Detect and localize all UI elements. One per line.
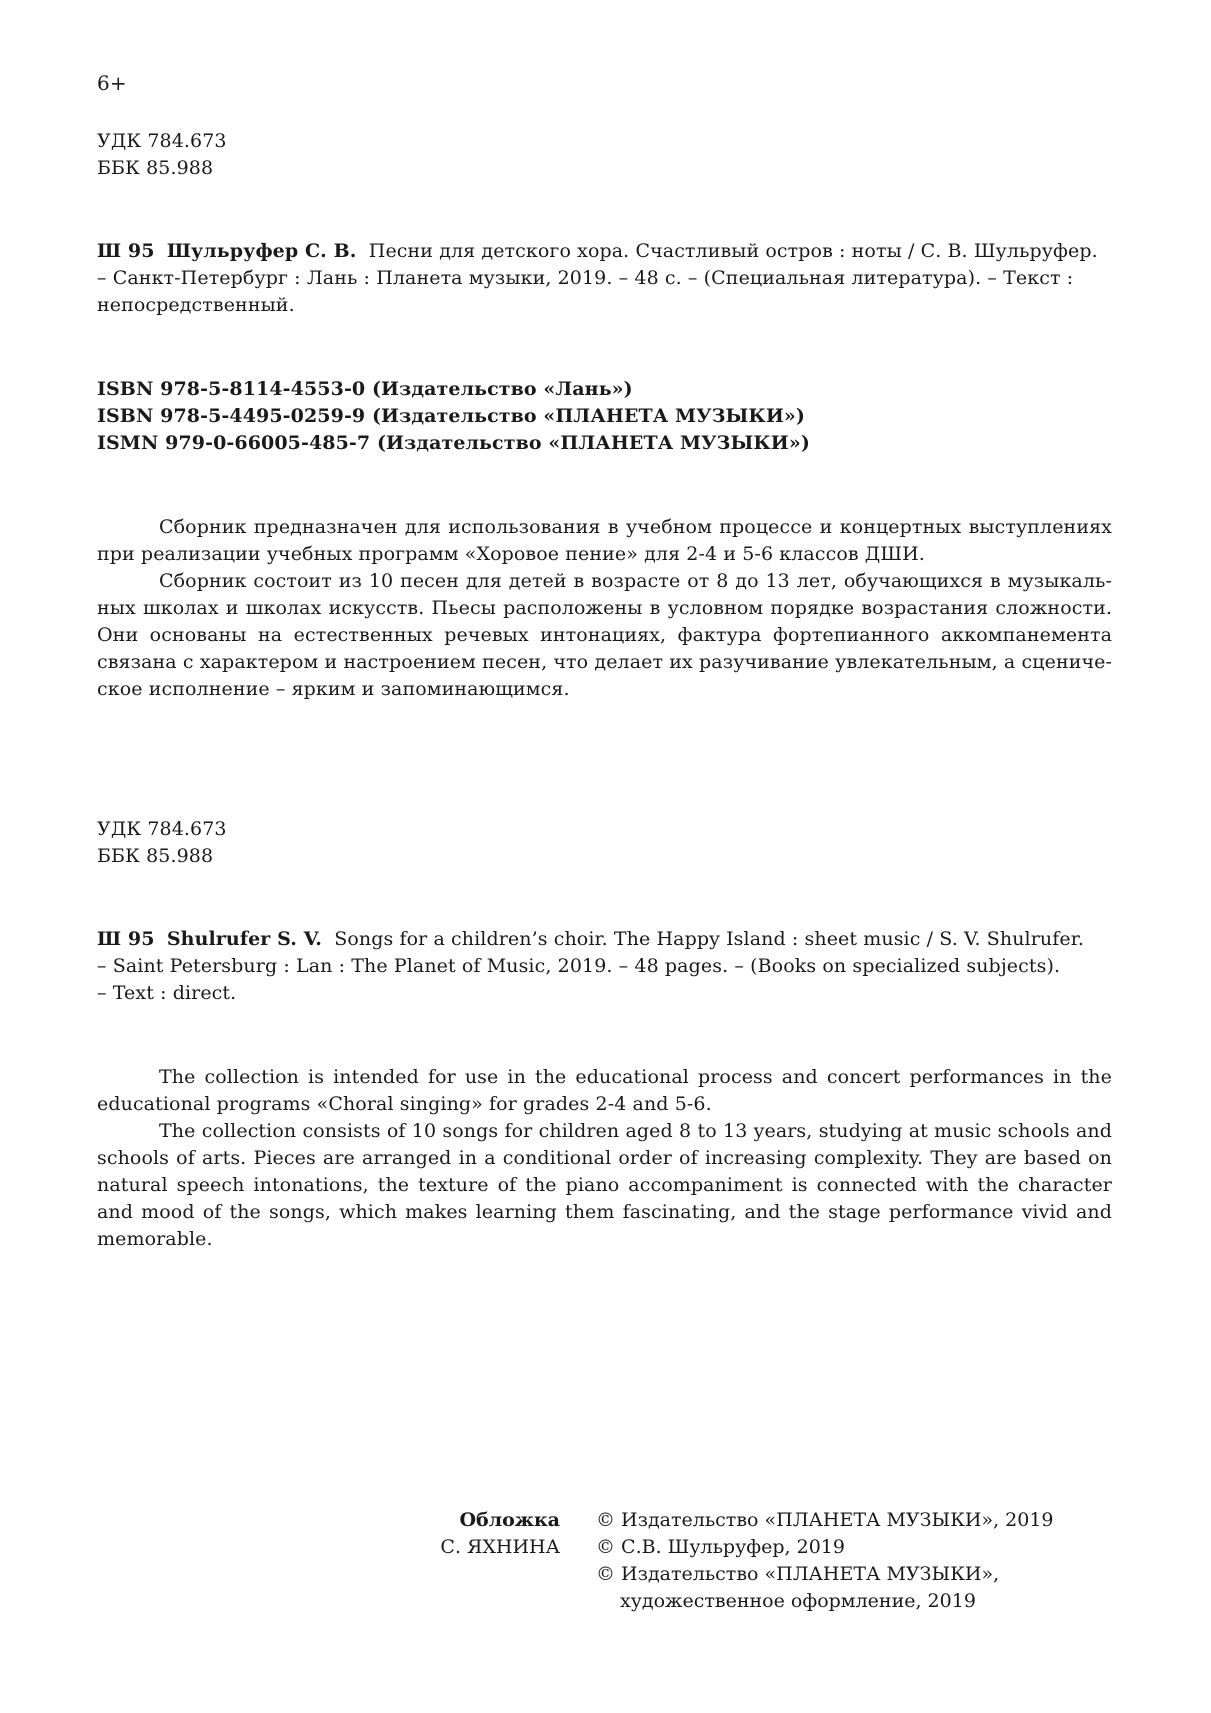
en-abstract-line: memorable. (97, 1228, 213, 1250)
en-abstract-line: The collection consists of 10 songs for children aged 8 to 13 years, studying at music schools and (159, 1120, 1112, 1142)
copyright-line: © Издательство «ПЛАНЕТА МУЗЫКИ», (596, 1563, 1000, 1585)
ru-abstract-line: Они основаны на естественных речевых интонациях, фактура фортепианного аккомпанемента (97, 624, 1112, 646)
author-code: Ш 95 (97, 928, 155, 950)
en-record-line-1 (97, 926, 1112, 953)
ru-classification (97, 128, 1112, 182)
en-record-line-2: – Saint Petersburg : Lan : The Planet of Music, 2019. – 48 pages. – (Books on specialized subjects). (97, 955, 1061, 977)
ru-abstract-line: ных школах и школах искусств. Пьесы расположены в условном порядке возрастания сложности. (97, 597, 1112, 619)
copyright-line: художественное оформление, 2019 (620, 1590, 976, 1612)
en-abstract-line: natural speech intonations, the texture of the piano accompaniment is connected with the character (97, 1174, 1112, 1196)
author-name: Shulrufer S. V. (166, 928, 322, 950)
cover-credit (360, 1507, 560, 1561)
en-classification (97, 816, 1112, 870)
record-title: Песни для детского хора. Счастливый остров : ноты / С. В. Шульруфер. (368, 240, 1098, 262)
ru-abstract-line: Сборник состоит из 10 песен для детей в возрасте от 8 до 13 лет, обучающихся в музыкаль- (159, 570, 1112, 592)
author-code: Ш 95 (97, 240, 155, 262)
copyright-line: © Издательство «ПЛАНЕТА МУЗЫКИ», 2019 (596, 1509, 1054, 1531)
ru-abstract-line: связана с характером и настроением песен, что делает их разучивание увлекательным, а сцениче- (97, 651, 1112, 673)
copyright-block (596, 1507, 1116, 1615)
ru-abstract (97, 514, 1112, 703)
ru-abstract-line: ское исполнение – ярким и запоминающимся. (97, 678, 570, 700)
ru-record-line-1 (97, 238, 1112, 265)
bbk-code: ББК 85.988 (97, 157, 214, 179)
author-name: Шульруфер С. В. (166, 240, 357, 262)
udk-code: УДК 784.673 (97, 818, 227, 840)
ru-abstract-line: Сборник предназначен для использования в учебном процессе и концертных выступлениях (159, 516, 1112, 538)
ru-record-line-3: непосредственный. (97, 294, 295, 316)
isbn-list (97, 376, 1112, 457)
ismn-planet: ISMN 979-0-66005-485-7 (Издательство «ПЛАНЕТА МУЗЫКИ») (97, 432, 810, 454)
en-abstract-line: The collection is intended for use in the educational process and concert performances in the (159, 1066, 1112, 1088)
ru-abstract-line: при реализации учебных программ «Хоровое пение» для 2-4 и 5-6 классов ДШИ. (97, 543, 925, 565)
record-title: Songs for a children’s choir. The Happy Island : sheet music / S. V. Shulrufer. (334, 928, 1084, 950)
isbn-lan: ISBN 978-5-8114-4553-0 (Издательство «Лань») (97, 378, 633, 400)
ru-bibliographic-record (97, 238, 1112, 319)
bbk-code: ББК 85.988 (97, 845, 214, 867)
cover-label: Обложка (459, 1509, 560, 1531)
en-abstract (97, 1064, 1112, 1253)
en-abstract-line: and mood of the songs, which makes learning them fascinating, and the stage performance vivid and (97, 1201, 1112, 1223)
ru-record-line-2: – Санкт-Петербург : Лань : Планета музыки, 2019. – 48 с. – (Специальная литература). – Текст : (97, 267, 1074, 289)
copyright-line: © С.В. Шульруфер, 2019 (596, 1536, 845, 1558)
isbn-planet: ISBN 978-5-4495-0259-9 (Издательство «ПЛАНЕТА МУЗЫКИ») (97, 405, 805, 427)
cover-artist: С. ЯХНИНА (440, 1536, 560, 1558)
en-abstract-line: educational programs «Choral singing» for grades 2-4 and 5-6. (97, 1093, 712, 1115)
udk-code: УДК 784.673 (97, 130, 227, 152)
age-rating: 6+ (97, 71, 127, 95)
en-abstract-line: schools of arts. Pieces are arranged in a conditional order of increasing complexity. They are based on (97, 1147, 1112, 1169)
en-bibliographic-record (97, 926, 1112, 1007)
en-record-line-3: – Text : direct. (97, 982, 237, 1004)
